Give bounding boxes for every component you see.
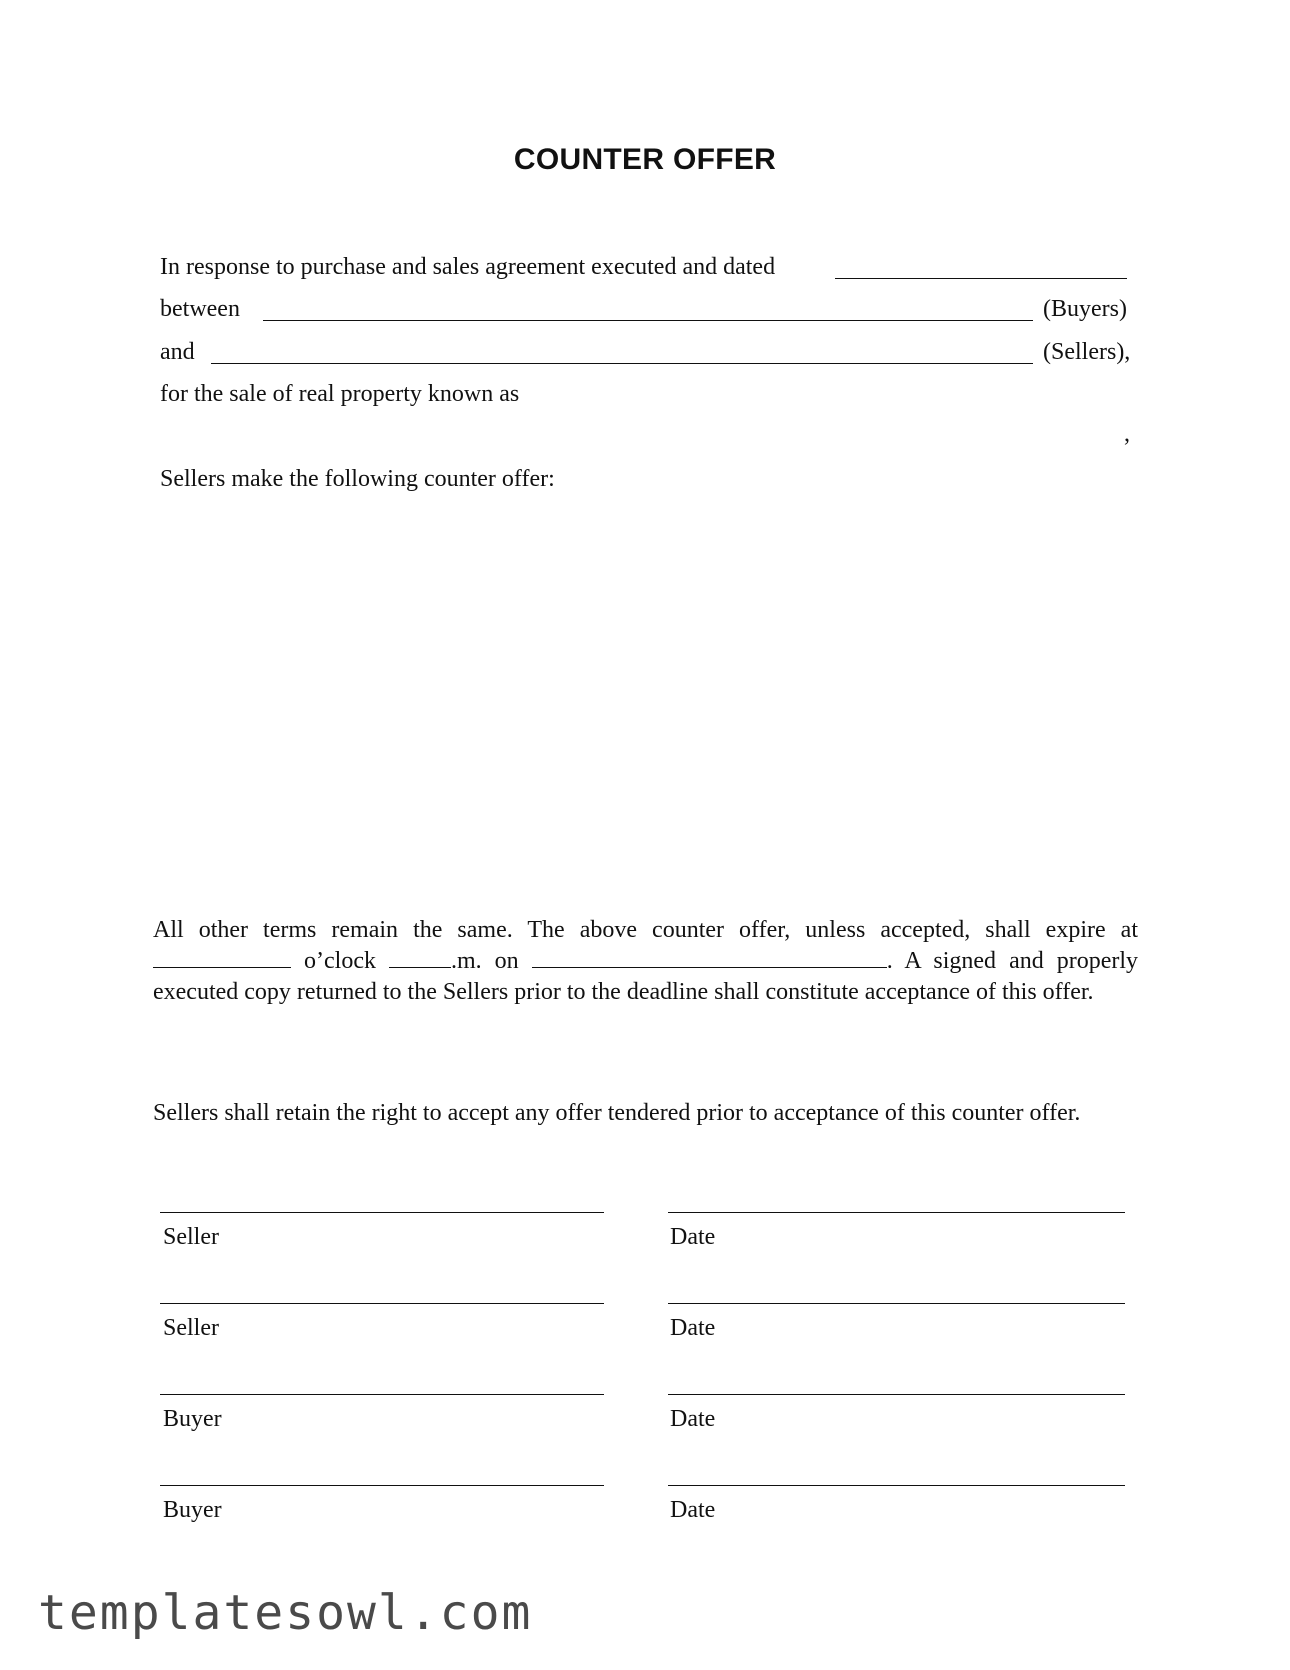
date-label-4: Date [670,1497,716,1523]
buyers-name-field[interactable] [263,300,1033,321]
seller-label-1: Seller [163,1224,219,1250]
seller-date-line-1[interactable] [668,1212,1125,1213]
buyer-label-1: Buyer [163,1406,222,1432]
sellers-name-field[interactable] [211,343,1033,364]
seller-label-2: Seller [163,1315,219,1341]
date-label-1: Date [670,1224,716,1250]
expire-date-field[interactable] [532,949,887,968]
buyer-label-2: Buyer [163,1497,222,1523]
and-label: and [160,339,195,365]
counter-offer-intro: Sellers make the following counter offer: [160,466,555,492]
buyer-signature-line-2[interactable] [160,1485,604,1486]
buyers-label: (Buyers) [1043,296,1127,322]
intro-line-1: In response to purchase and sales agreement executed and dated [160,254,776,280]
buyer-signature-line-1[interactable] [160,1394,604,1395]
seller-date-line-2[interactable] [668,1303,1125,1304]
terms-text-4: . A signed and properly executed copy returned to the Sellers prior to the deadline shall constitute acceptance of this offer. [153,948,1139,1005]
terms-text-2: o’clock [304,948,376,974]
agreement-date-field[interactable] [835,258,1127,279]
buyer-date-line-2[interactable] [668,1485,1125,1486]
terms-text-1: All other terms remain the same. The above counter offer, unless accepted, shall expire at [153,917,1138,943]
expire-time-field[interactable] [153,949,291,968]
seller-signature-line-2[interactable] [160,1303,604,1304]
watermark-text: templatesowl.com [38,1585,533,1641]
am-pm-field[interactable] [389,949,451,968]
seller-signature-line-1[interactable] [160,1212,604,1213]
retain-statement: Sellers shall retain the right to accept any offer tendered prior to acceptance of this counter offer. [153,1100,1081,1126]
between-label: between [160,296,240,322]
sellers-label: (Sellers), [1043,339,1131,365]
terms-text-3: .m. on [451,948,519,974]
date-label-2: Date [670,1315,716,1341]
property-label: for the sale of real property known as [160,381,520,407]
date-label-3: Date [670,1406,716,1432]
buyer-date-line-1[interactable] [668,1394,1125,1395]
property-comma: , [1124,421,1130,447]
document-title: COUNTER OFFER [513,143,777,176]
counter-offer-terms-area[interactable] [160,505,1130,905]
terms-paragraph [153,915,1138,1008]
